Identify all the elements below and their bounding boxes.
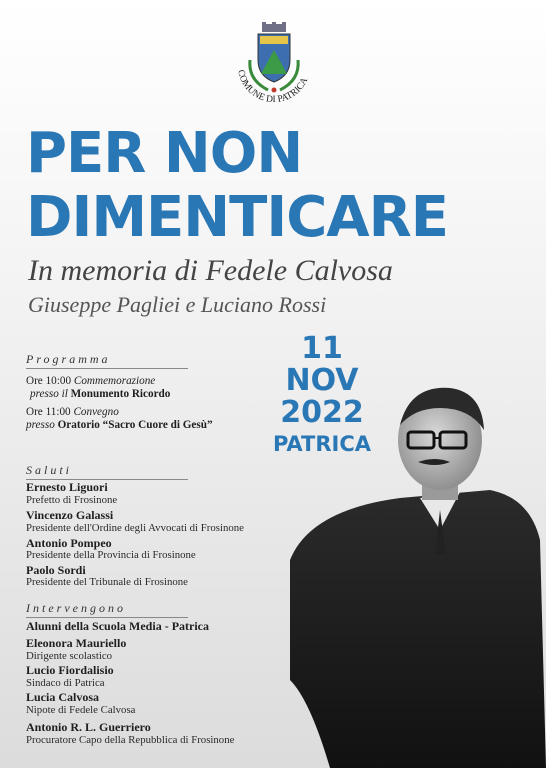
section-saluti-heading: Saluti — [26, 463, 188, 480]
section-intervengono-heading: Intervengono — [26, 601, 188, 618]
crest-caption: COMUNE DI PATRICA — [235, 69, 311, 106]
program-event: Convegno — [73, 406, 119, 418]
date-day: 11 — [301, 331, 343, 366]
date-city: PATRICA — [272, 432, 372, 456]
program-prep: presso — [26, 419, 55, 431]
intervengono-name: Lucio Fiordalisio — [26, 663, 114, 677]
program-prep: presso il — [30, 388, 68, 400]
program-time: Ore 11:00 — [26, 406, 71, 418]
intervengono-name: Eleonora Mauriello — [26, 636, 127, 650]
saluti-role: Presidente della Provincia di Frosinone — [26, 549, 196, 561]
program-item-2 — [26, 406, 119, 419]
portrait-photo — [290, 380, 546, 768]
headline-line2: DIMENTICARE — [26, 185, 449, 250]
saluti-role: Prefetto di Frosinone — [26, 494, 118, 506]
intervengono-role: Sindaco di Patrica — [26, 677, 105, 689]
headline-line1: PER NON — [26, 121, 303, 186]
saluti-name: Vincenzo Galassi — [26, 508, 114, 522]
program-place: Monumento Ricordo — [70, 388, 171, 400]
saluti-role: Presidente dell'Ordine degli Avvocati di Frosinone — [26, 522, 244, 534]
saluti-name: Paolo Sordi — [26, 563, 86, 577]
program-place-2 — [26, 419, 213, 432]
intervengono-name: Alunni della Scuola Media - Patrica — [26, 619, 209, 633]
saluti-role: Presidente del Tribunale di Frosinone — [26, 576, 188, 588]
program-time: Ore 10:00 — [26, 375, 72, 387]
date-month: NOV — [285, 363, 359, 398]
saluti-name: Ernesto Liguori — [26, 480, 108, 494]
intervengono-role: Dirigente scolastico — [26, 650, 113, 662]
subtitle-memoria: In memoria di Fedele Calvosa — [28, 254, 393, 287]
intervengono-role: Nipote di Fedele Calvosa — [26, 704, 136, 716]
program-place-1 — [30, 388, 170, 401]
intervengono-name: Lucia Calvosa — [26, 690, 100, 704]
intervengono-name: Antonio R. L. Guerriero — [26, 720, 151, 734]
saluti-name: Antonio Pompeo — [26, 536, 112, 550]
program-item-1 — [26, 375, 155, 388]
municipal-crest-icon — [228, 20, 320, 112]
intervengono-role: Procuratore Capo della Repubblica di Frosinone — [26, 734, 235, 746]
program-event: Commemorazione — [73, 375, 156, 387]
section-programma-heading: Programma — [26, 352, 188, 369]
subtitle-names: Giuseppe Pagliei e Luciano Rossi — [28, 292, 327, 317]
program-place: Oratorio “Sacro Cuore di Gesù” — [57, 419, 213, 431]
date-year: 2022 — [280, 395, 364, 430]
